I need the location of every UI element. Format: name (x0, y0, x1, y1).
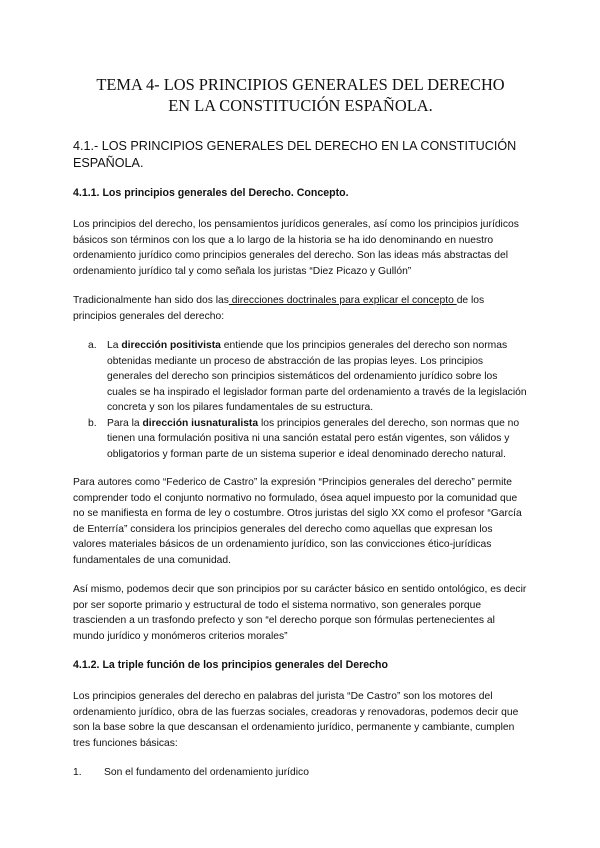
list-item-prefix: Para la (107, 417, 143, 429)
list-item (73, 416, 528, 463)
document-title (73, 74, 528, 116)
paragraph-doctrinal-directions (73, 293, 528, 324)
list-item (73, 765, 528, 781)
doctrinal-directions-list (73, 338, 528, 462)
paragraph-ontological: Así mismo, podemos decir que son principios por su carácter básico en sentido ontológico, es decir por ser soporte primario y estructural de todo el sistema normativo, son generales porque trascienden a un trasfondo prefecto y son “el derecho porque son fórmulas pertenecientes al mundo jurídico y monómeros criterios morales” (73, 584, 527, 642)
paragraph-functions: Los principios generales del derecho en palabras del jurista “De Castro” son los motores del ordenamiento jurídico, obra de las fuerzas sociales, creadoras y renovadoras, podemos decir que son la base sobre la que descansan el ordenamiento jurídico, permanente y cambiante, cumplen tres funciones básicas: (73, 691, 519, 749)
list-item-text: entiende que los principios generales del derecho son normas obtenidas mediante un proceso de abstracción de las propias leyes. Los principios generales del derecho son principios sistemáticos del ordenamiento jurídico sobre los cuales se ha inspirado el legislador forman parte del ordenamiento a través de la legislación concreta y son los pilares fundamentales de su estructura. (107, 340, 527, 413)
document-title-line-2: EN LA CONSTITUCIÓN ESPAÑOLA. (168, 96, 433, 115)
paragraph-definition: Los principios del derecho, los pensamientos jurídicos generales, así como los principios jurídicos básicos son términos con los que a lo largo de la historia se ha ido denominando en nuestro ordenamiento jurídico como principios generales del derecho. Son las ideas más abstractas del ordenamiento jurídico tal y como señala los juristas “Diez Picazo y Gullón” (73, 219, 519, 277)
section-heading: 4.1.- LOS PRINCIPIOS GENERALES DEL DERECHO EN LA CONSTITUCIÓN ESPAÑOLA. (73, 139, 517, 170)
list-marker: a. (88, 340, 97, 351)
list-item-prefix: La (107, 340, 122, 351)
paragraph-text: de los principios generales del derecho: (73, 295, 485, 322)
paragraph-de-castro: Para autores como “Federico de Castro” la expresión “Principios generales del derecho” permite comprender todo el conjunto normativo no formulado, ósea aquel impuesto por la comunidad que no se manifiesta en forma de ley o costumbre. Otros juristas del siglo XX como el profesor “García de Enterría” considera los principios generales del derecho como aquellas que expresan los valores materiales básicos de un ordenamiento jurídico, son las convicciones ético-jurídicas fundamentales de una comunidad. (73, 477, 522, 566)
subsection-heading-functions: 4.1.2. La triple función de los principios generales del Derecho (73, 659, 388, 671)
functions-list (73, 765, 528, 781)
list-item (73, 338, 528, 416)
list-item-bold-term: dirección iusnaturalista (142, 417, 259, 429)
list-item-bold-term: dirección positivista (121, 340, 221, 351)
list-item-text: Son el fundamento del ordenamiento jurídico (104, 767, 309, 778)
list-marker: b. (88, 417, 97, 429)
paragraph-text: Tradicionalmente han sido dos las (73, 295, 229, 306)
subsection-heading-concept: 4.1.1. Los principios generales del Derecho. Concepto. (73, 187, 349, 199)
list-item-text: los principios generales del derecho, son normas que no tienen una formulación positiva ni una sanción estatal pero están vigentes, son válidos y obligatorios y forman parte de un sistema superior e ideal denominado derecho natural. (107, 417, 520, 460)
list-marker: 1. (73, 767, 82, 778)
document-title-line-1: TEMA 4- LOS PRINCIPIOS GENERALES DEL DERECHO (96, 75, 505, 94)
underlined-phrase: direcciones doctrinales para explicar el concepto (228, 295, 457, 306)
